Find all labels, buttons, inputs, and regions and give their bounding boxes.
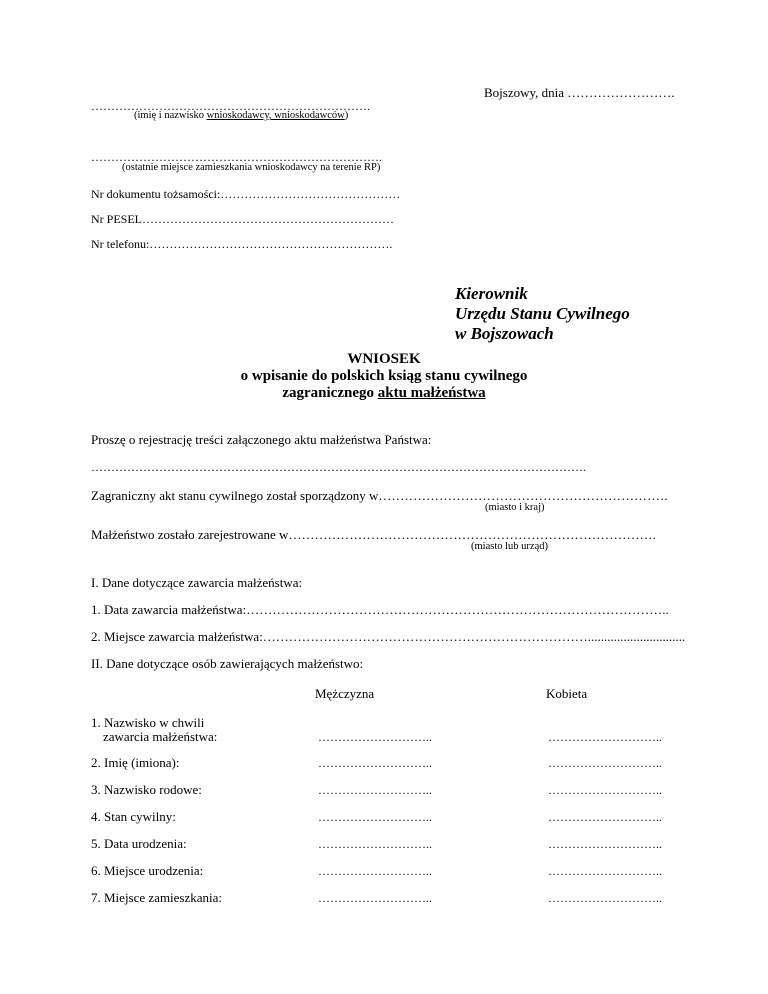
row-label-line1: 1. Nazwisko w chwili: [91, 715, 205, 730]
row-label-line1: 4. Stan cywilny:: [91, 809, 176, 824]
applicant-residence-caption: (ostatnie miejsce zamieszkania wnioskodawcy na terenie RP): [122, 162, 381, 173]
row-label-line1: 2. Imię (imiona):: [91, 755, 180, 770]
foreign-act-caption: (miasto i kraj): [485, 502, 545, 513]
male-value-field[interactable]: ………………………..: [318, 810, 432, 824]
female-value-field[interactable]: ………………………..: [548, 756, 662, 770]
request-text: Proszę o rejestrację treści załączonego aktu małżeństwa Państwa:: [91, 432, 432, 447]
registered-caption: (miasto lub urząd): [471, 541, 548, 552]
row-label: [91, 756, 179, 770]
female-value-field[interactable]: ………………………..: [548, 783, 662, 797]
female-value-field[interactable]: ………………………..: [548, 891, 662, 905]
section1-heading: I. Dane dotyczące zawarcia małżeństwa:: [91, 575, 303, 590]
row-label: [91, 783, 202, 797]
male-value-field[interactable]: ………………………..: [318, 730, 432, 744]
row-label: [91, 716, 217, 744]
row-label-line2: zawarcia małżeństwa:: [103, 729, 218, 744]
column-male-header: Mężczyzna: [315, 686, 375, 701]
title-line3: zagranicznego aktu małżeństwa: [282, 385, 486, 401]
marriage-date-field[interactable]: 1. Data zawarcia małżeństwa:……………………………………………………………………………………..: [91, 602, 669, 617]
document-title: [0, 351, 768, 402]
row-label-line1: 5. Data urodzenia:: [91, 836, 187, 851]
addressee-line3: w Bojszowach: [455, 324, 554, 343]
row-label-line1: 3. Nazwisko rodowe:: [91, 782, 202, 797]
row-label: [91, 810, 176, 824]
male-value-field[interactable]: ………………………..: [318, 837, 432, 851]
phone-field[interactable]: Nr telefonu:…………………………………………………….: [91, 237, 393, 251]
place-date: Bojszowy, dnia …………………….: [484, 85, 675, 100]
applicant-name-caption: (imię i nazwisko wnioskodawcy, wnioskodawców): [134, 110, 349, 121]
title-line2: o wpisanie do polskich ksiąg stanu cywilnego: [240, 368, 528, 384]
applicant-residence-line[interactable]: ……………………………………………………………….: [91, 150, 382, 164]
female-value-field[interactable]: ………………………..: [548, 810, 662, 824]
male-value-field[interactable]: ………………………..: [318, 756, 432, 770]
foreign-act-field[interactable]: Zagraniczny akt stanu cywilnego został sporządzony w………………………………………………………….: [91, 488, 668, 503]
addressee-line2: Urzędu Stanu Cywilnego: [455, 304, 630, 323]
male-value-field[interactable]: ………………………..: [318, 783, 432, 797]
marriage-place-field[interactable]: 2. Miejsce zawarcia małżeństwa:…………………………………………………………………..............................: [91, 629, 686, 644]
pesel-field[interactable]: Nr PESEL………………………………………………………: [91, 212, 394, 226]
id-document-field[interactable]: Nr dokumentu tożsamości:………………………………………: [91, 187, 401, 201]
addressee-line1: Kierownik: [455, 284, 528, 303]
request-line[interactable]: …………………………………………………………………………………………………………….: [91, 460, 586, 474]
title-line1: WNIOSEK: [347, 351, 421, 367]
row-label-line1: 6. Miejsce urodzenia:: [91, 863, 204, 878]
male-value-field[interactable]: ………………………..: [318, 864, 432, 878]
section2-heading: II. Dane dotyczące osób zawierających małżeństwo:: [91, 656, 364, 671]
row-label: [91, 837, 187, 851]
row-label-line1: 7. Miejsce zamieszkania:: [91, 890, 223, 905]
row-label: [91, 891, 222, 905]
male-value-field[interactable]: ………………………..: [318, 891, 432, 905]
applicant-name-line[interactable]: …………………………………………………………….: [91, 99, 370, 113]
female-value-field[interactable]: ………………………..: [548, 837, 662, 851]
female-value-field[interactable]: ………………………..: [548, 730, 662, 744]
row-label: [91, 864, 203, 878]
addressee: [455, 284, 630, 344]
female-value-field[interactable]: ………………………..: [548, 864, 662, 878]
column-female-header: Kobieta: [546, 686, 588, 701]
registered-field[interactable]: Małżeństwo zostało zarejestrowane w………………………………………………………………………….: [91, 527, 656, 542]
